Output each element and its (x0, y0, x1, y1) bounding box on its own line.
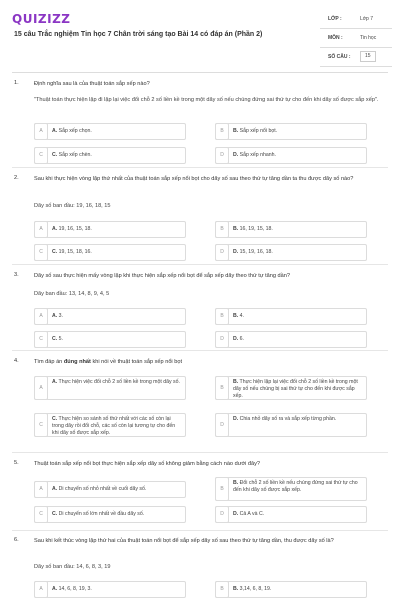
option-letter: C (34, 506, 48, 523)
option-key: C. (52, 336, 58, 342)
option-letter: A (34, 221, 48, 238)
question-number: 5. (14, 460, 19, 466)
option-text: 5. (58, 336, 63, 342)
option-key: A. (52, 379, 58, 385)
option-text: Cả A và C. (239, 511, 265, 517)
option-text: Di chuyển số nhỏ nhất về cuối dãy số. (58, 486, 147, 492)
page-header (0, 0, 400, 64)
option-key: A. (52, 128, 58, 134)
meta-label: SỐ CÂU : (328, 54, 351, 60)
option-text: 16, 19, 15, 18. (239, 226, 273, 232)
option-a[interactable] (34, 581, 186, 598)
meta-label: LỚP : (328, 16, 342, 22)
option-letter: C (34, 413, 48, 437)
option-a[interactable] (34, 123, 186, 140)
option-d[interactable] (215, 506, 367, 523)
question-number: 1. (14, 80, 19, 86)
option-b[interactable] (215, 477, 367, 501)
option-letter: C (34, 147, 48, 164)
question-quote: "Thuật toán thực hiện lặp đi lặp lại việc đổi chỗ 2 số liền kề trong một dãy số nếu chúng đứng sai thứ tự cho đến khi dãy số được sắp xếp". (34, 97, 379, 103)
option-b[interactable] (215, 221, 367, 238)
option-letter: B (215, 477, 229, 501)
option-text: Thực hiện việc đổi chỗ 2 số liền kề trong một dãy số. (58, 379, 180, 385)
option-text: Đổi chỗ 2 số liền kề nếu chúng đứng sai thứ tự cho đến khi dãy số được sắp xếp. (233, 480, 358, 493)
option-key: C. (52, 416, 58, 422)
question-divider (12, 167, 388, 168)
question-number: 4. (14, 358, 19, 364)
meta-label: MÔN : (328, 35, 343, 41)
option-c[interactable] (34, 506, 186, 523)
option-a[interactable] (34, 308, 186, 325)
quizizz-logo: QUIZIZZ (12, 12, 71, 26)
option-text: Sắp xếp nổi bọt. (239, 128, 278, 134)
option-letter: A (34, 481, 48, 498)
meta-row-subject (320, 29, 392, 48)
option-b[interactable] (215, 376, 367, 400)
option-a[interactable] (34, 221, 186, 238)
option-text: 15, 19, 16, 18. (239, 249, 273, 255)
meta-value: 15 (360, 51, 376, 62)
option-key: B. (233, 379, 239, 385)
option-c[interactable] (34, 331, 186, 348)
option-text: 4. (239, 313, 244, 319)
option-key: B. (233, 480, 239, 486)
option-key: D. (233, 152, 239, 158)
option-c[interactable] (34, 413, 186, 437)
question-text-part: Tìm đáp án (34, 359, 64, 365)
option-key: B. (233, 128, 239, 134)
question-number: 3. (14, 272, 19, 278)
option-text: Di chuyển số lớn nhất về đầu dãy số. (58, 511, 145, 517)
header-divider (12, 72, 388, 73)
option-text: Chia nhỏ dãy số ra và sắp xếp từng phần. (239, 416, 337, 422)
option-key: C. (52, 511, 58, 517)
question-sequence: Dãy ban đầu: 13, 14, 8, 9, 4, 5 (34, 291, 110, 297)
question-number: 6. (14, 537, 19, 543)
document-title: 15 câu Trắc nghiệm Tin học 7 Chân trời sáng tạo Bài 14 có đáp án (Phần 2) (14, 31, 263, 38)
option-letter: D (215, 331, 229, 348)
option-key: D. (233, 336, 239, 342)
option-letter: A (34, 376, 48, 400)
option-letter: B (215, 376, 229, 400)
option-d[interactable] (215, 331, 367, 348)
option-key: B. (233, 313, 239, 319)
option-letter: D (215, 506, 229, 523)
question-divider (12, 264, 388, 265)
option-d[interactable] (215, 413, 367, 437)
question-divider (12, 530, 388, 531)
option-c[interactable] (34, 244, 186, 261)
question-sequence: Dãy số ban đầu: 14, 6, 8, 3, 19 (34, 564, 111, 570)
question-text: Định nghĩa sau là của thuật toán sắp xếp nào? (34, 81, 150, 87)
meta-value: Tin học (360, 35, 377, 41)
option-text: 6. (239, 336, 244, 342)
option-text: Sắp xếp nhanh. (239, 152, 276, 158)
option-key: C. (52, 249, 58, 255)
option-key: A. (52, 313, 58, 319)
option-text: 19, 16, 15, 18. (58, 226, 92, 232)
option-a[interactable] (34, 481, 186, 498)
meta-row-count (320, 48, 392, 67)
option-key: D. (233, 511, 239, 517)
option-text: 14, 6, 8, 19, 3. (58, 586, 92, 592)
question-text: Thuật toán sắp xếp nổi bọt thực hiện sắp xếp dãy số không giảm bằng cách nào dưới đây? (34, 461, 261, 467)
question-text: Sau khi kết thúc vòng lặp thứ hai của thuật toán nổi bọt để sắp xếp dãy số sau theo thứ tự tăng dần, thu được dãy số là? (34, 538, 334, 544)
option-letter: C (34, 244, 48, 261)
option-letter: B (215, 123, 229, 140)
option-text: 3,14, 6, 8, 19. (239, 586, 272, 592)
option-letter: B (215, 308, 229, 325)
option-key: B. (233, 226, 239, 232)
question-sequence: Dãy số ban đầu: 19, 16, 18, 15 (34, 203, 111, 209)
question-divider (12, 452, 388, 453)
option-key: C. (52, 152, 58, 158)
option-letter: D (215, 413, 229, 437)
option-d[interactable] (215, 244, 367, 261)
meta-value: Lớp 7 (360, 16, 374, 22)
option-letter: A (34, 123, 48, 140)
option-text: Thực hiện lặp lại việc đổi chỗ 2 số liền kề trong một dãy số nếu chúng bị sai thứ tự cho đến khi được sắp xếp. (233, 379, 358, 399)
option-c[interactable] (34, 147, 186, 164)
option-letter: D (215, 147, 229, 164)
option-text: Thực hiện so sánh số thứ nhất với các số còn lại trong dãy rồi đổi chỗ, các số còn lại tương tự cho đến khi dãy số được sắp xếp. (52, 416, 176, 436)
meta-row-class (320, 10, 392, 29)
option-key: A. (52, 586, 58, 592)
question-text-emphasis: đúng nhất (63, 359, 91, 365)
option-key: A. (52, 486, 58, 492)
option-letter: A (34, 308, 48, 325)
option-b[interactable] (215, 581, 367, 598)
option-text: 3. (58, 313, 63, 319)
option-text: 19, 15, 18, 16. (58, 249, 92, 255)
question-text (34, 358, 388, 366)
option-d[interactable] (215, 147, 367, 164)
option-a[interactable] (34, 376, 186, 400)
option-letter: A (34, 581, 48, 598)
option-letter: D (215, 244, 229, 261)
option-key: A. (52, 226, 58, 232)
option-b[interactable] (215, 308, 367, 325)
option-b[interactable] (215, 123, 367, 140)
question-text: Sau khi thực hiện vòng lặp thứ nhất của thuật toán sắp xếp nổi bọt cho dãy số sau theo thứ tự tăng dần ta thu được dãy số nào? (34, 176, 354, 182)
option-letter: B (215, 581, 229, 598)
question-divider (12, 350, 388, 351)
option-key: B. (233, 586, 239, 592)
question-number: 2. (14, 175, 19, 181)
question-text-part: khi nói về thuật toán sắp xếp nổi bọt (90, 359, 183, 365)
option-text: Sắp xếp chọn. (58, 128, 92, 134)
question-text: Dãy số sau thực hiện mấy vòng lặp khi thực hiện sắp xếp nổi bọt để sắp xếp dãy theo thứ tự tăng dần? (34, 273, 290, 279)
option-key: D. (233, 249, 239, 255)
option-letter: B (215, 221, 229, 238)
option-text: Sắp xếp chèn. (58, 152, 92, 158)
option-letter: C (34, 331, 48, 348)
option-key: D. (233, 416, 239, 422)
meta-box (320, 10, 392, 67)
